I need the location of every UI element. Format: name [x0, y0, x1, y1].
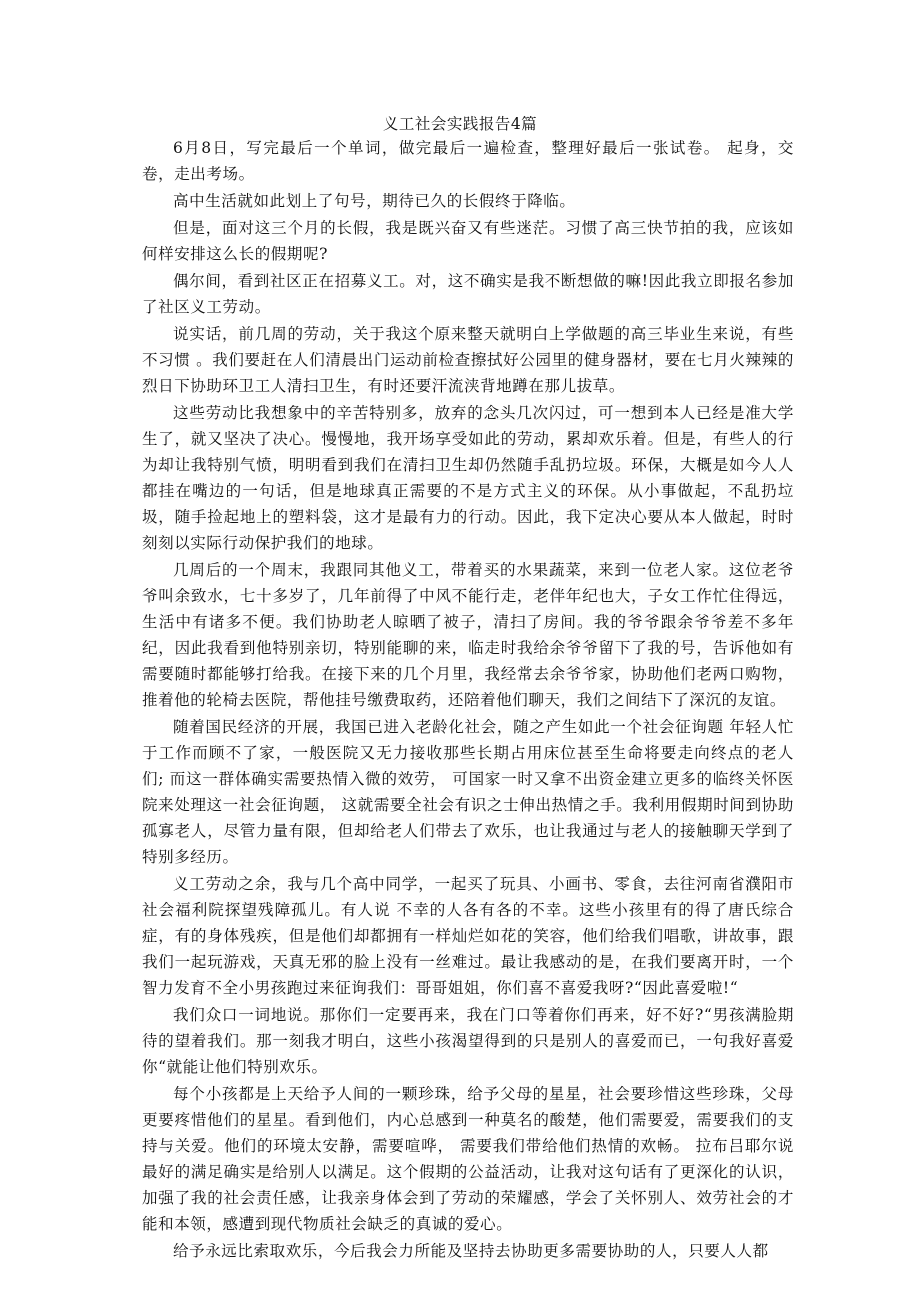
paragraph: 几周后的一个周末，我跟同其他义工，带着买的水果蔬菜，来到一位老人家。这位老爷爷叫余致水，七十多岁了，几年前得了中风不能行走，老伴年纪也大，子女工作忙住得远，生活中有诸多不便。我们协助老人晾晒了被子，清扫了房间。我的爷爷跟余爷爷差不多年纪，因此我看到他特别亲切，特别能聊的来，临走时我给余爷爷留下了我的号，告诉他如有需要随时都能够打给我。在接下来的几个月里，我经常去余爷爷家，协助他们老两口购物，推着他的轮椅去医院，帮他挂号缴费取药，还陪着他们聊天，我们之间结下了深沉的友谊。 [142, 561, 794, 709]
paragraph: 6月8日，写完最后一个单词，做完最后一遍检查，整理好最后一张试卷。 起身，交卷，走出考场。 [142, 139, 794, 183]
paragraph: 高中生活就如此划上了句号，期待已久的长假终于降临。 [173, 192, 576, 210]
paragraph: 每个小孩都是上天给予人间的一颗珍珠，给予父母的星星，社会要珍惜这些珍珠，父母更要疼惜他们的星星。看到他们，内心总感到一种莫名的酸楚，他们需要爱，需要我们的支持与关爱。他们的环境太安静，需要喧哗， 需要我们带给他们热情的欢畅。 拉布吕耶尔说 最好的满足确实是给别人以满足。这个假期的公益活动，让我对这句话有了更深化的认识，加强了我的社会责任感，让我亲身体会到了劳动的荣耀感，学会了关怀别人、效劳社会的才能和本领，感遭到现代物质社会缺乏的真诚的爱心。 [142, 1085, 794, 1233]
document-body [142, 135, 794, 1265]
paragraph: 偶尔间，看到社区正在招募义工。对，这不确实是我不断想做的嘛!因此我立即报名参加了社区义工劳动。 [142, 272, 794, 316]
paragraph: 随着国民经济的开展，我国已进入老龄化社会，随之产生如此一个社会征询题 年轻人忙 于工作而顾不了家，一般医院又无力接收那些长期占用床位甚至生命将要走向终点的老人 们; 而这一群体确实需要热情入微的效劳， 可国家一时又拿不出资金建立更多的临终关怀医 院来处理这一社会征询题， 这就需要全社会有识之士伸出热情之手。我利用假期时间到协助孤寡老人，尽管力量有限，但却给老人们带去了欢乐，也让我通过与老人的接触聊天学到了特别多经历。 [142, 718, 794, 866]
paragraph: 说实话，前几周的劳动，关于我这个原来整天就明白上学做题的高三毕业生来说，有些不习惯 。我们要赶在人们清晨出门运动前检查擦拭好公园里的健身器材，要在七月火辣辣的烈日下协助环卫工人清扫卫生，有时还要汗流浃背地蹲在那儿拔草。 [142, 325, 794, 395]
paragraph: 给予永远比索取欢乐，今后我会力所能及坚持去协助更多需要协助的人，只要人人都 [173, 1242, 769, 1260]
paragraph: 我们众口一词地说。那你们一定要再来，我在门口等着你们再来，好不好?“男孩满脸期待的望着我们。那一刻我才明白，这些小孩渴望得到的只是别人的喜爱而已，一句我好喜爱你“就能让他们特别欢乐。 [142, 1006, 794, 1076]
paragraph: 义工劳动之余，我与几个高中同学，一起买了玩具、小画书、零食，去往河南省濮阳市社会福利院探望残障孤儿。有人说 不幸的人各有各的不幸。这些小孩里有的得了唐氏综合症，有的身体残疾，但是他们却都拥有一样灿烂如花的笑容，他们给我们唱歌，讲故事，跟我们一起玩游戏，天真无邪的脸上没有一丝难过。最让我感动的是，在我们要离开时，一个智力发育不全小男孩跑过来征询我们：哥哥姐姐，你们喜不喜爱我呀?“因此喜爱啦!“ [142, 875, 794, 997]
document-title: 义工社会实践报告4篇 [382, 115, 538, 133]
paragraph: 这些劳动比我想象中的辛苦特别多，放弃的念头几次闪过，可一想到本人已经是准大学生了，就又坚决了决心。慢慢地，我开场享受如此的劳动，累却欢乐着。但是，有些人的行为却让我特别气愤，明明看到我们在清扫卫生却仍然随手乱扔垃圾。环保，大概是如今人人都挂在嘴边的一句话，但是地球真正需要的不是方式主义的环保。从小事做起，不乱扔垃圾，随手捡起地上的塑料袋，这才是最有力的行动。因此，我下定决心要从本人做起，时时刻刻以实际行动保护我们的地球。 [142, 404, 794, 552]
paragraph: 但是，面对这三个月的长假，我是既兴奋又有些迷茫。习惯了高三快节拍的我，应该如何样安排这么长的假期呢? [142, 219, 794, 263]
